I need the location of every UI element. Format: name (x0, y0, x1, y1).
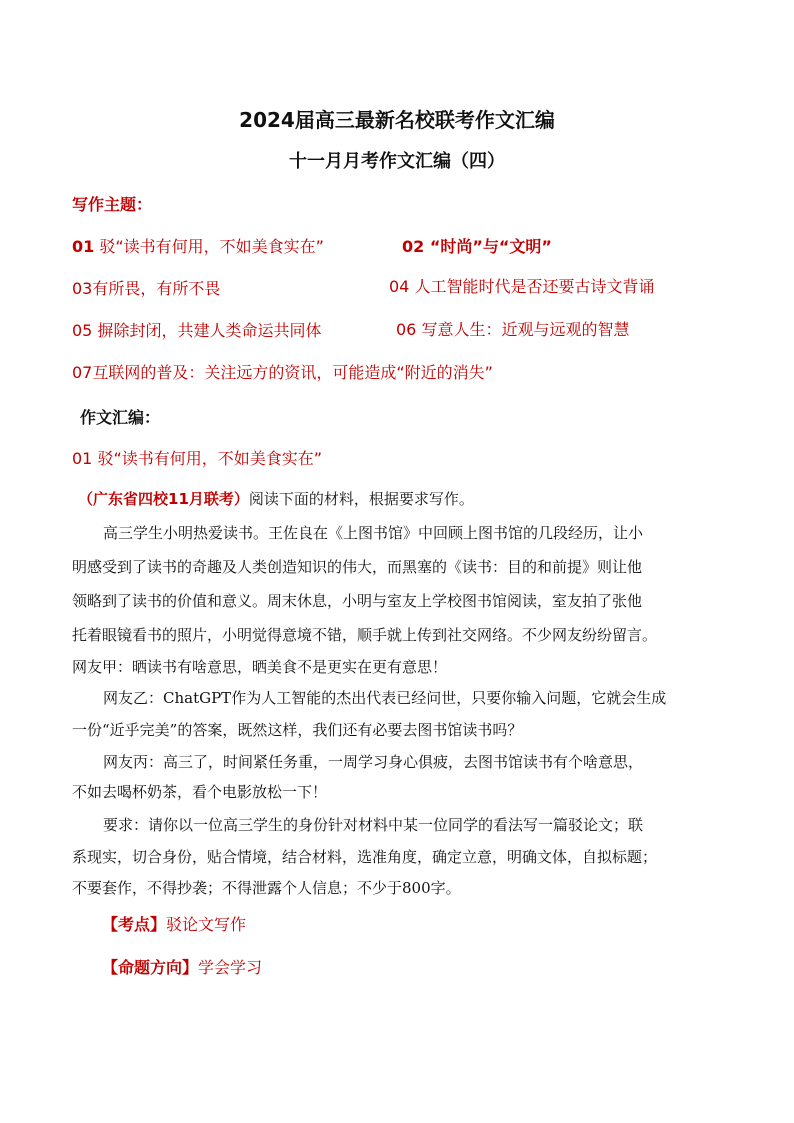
paragraph-line-2: 明感受到了读书的奇趣及人类创造知识的伟大，而黑塞的《读书：目的和前提》则让他 (72, 558, 643, 576)
topic-item-01 (72, 234, 324, 257)
paragraph-line-1: 高三学生小明热爱读书。王佐良在《上图书馆》中回顾上图书馆的几段经历，让小 (103, 524, 644, 542)
paragraph-line-10: 要求：请你以一位高三学生的身份针对材料中某一位同学的看法写一篇驳论文；联 (103, 816, 644, 834)
kaodian-line (102, 912, 246, 935)
prompt-instruction: 阅读下面的材料，根据要求写作。 (248, 490, 474, 508)
topic-number: 03 (72, 279, 93, 298)
topic-item-05 (72, 318, 321, 341)
paragraph-line-3: 领略到了读书的价值和意义。周末休息，小明与室友上学校图书馆阅读，室友拍了张他 (72, 592, 643, 610)
topic-number: 06 (396, 320, 417, 339)
topic-text: “时尚”与“文明” (429, 237, 552, 256)
topic-number: 01 (72, 237, 95, 256)
topic-number: 05 (72, 321, 93, 340)
paragraph-line-9: 不如去喝杯奶茶，看个电影放松一下！ (72, 783, 328, 801)
prompt-source-line (78, 488, 474, 509)
topic-number: 04 (389, 277, 410, 296)
topic-text: 人工智能时代是否还要古诗文背诵 (414, 277, 655, 296)
paragraph-line-6: 网友乙：ChatGPT作为人工智能的杰出代表已经问世，只要你输入问题，它就会生成 (103, 689, 667, 707)
topic-item-07 (72, 360, 493, 383)
mingti-label: 【命题方向】 (102, 958, 199, 977)
paragraph-line-7: 一份“近乎完美”的答案，既然这样，我们还有必要去图书馆读书吗？ (72, 721, 523, 739)
topic-text: 有所畏，有所不畏 (92, 279, 221, 298)
topic-text: 写意人生：近观与远观的智慧 (421, 320, 630, 339)
document-subtitle: 十一月月考作文汇编（四） (289, 151, 505, 172)
paragraph-line-5: 网友甲：晒读书有啥意思，晒美食不是更实在更有意思！ (72, 658, 448, 676)
collection-heading: 作文汇编： (80, 408, 161, 427)
topic-text: 驳“读书有何用，不如美食实在” (99, 237, 324, 256)
paragraph-line-8: 网友丙：高三了，时间紧任务重，一周学习身心俱疲，去图书馆读书有个啥意思， (103, 753, 644, 771)
topic-item-04 (389, 274, 654, 297)
mingti-value: 学会学习 (198, 958, 263, 977)
kaodian-value: 驳论文写作 (166, 915, 247, 934)
essay-title: 01 驳“读书有何用，不如美食实在” (72, 449, 323, 468)
paragraph-line-12: 不要套作，不得抄袭；不得泄露个人信息；不少于800字。 (72, 879, 461, 897)
topic-number: 02 (402, 237, 425, 256)
paragraph-line-11: 系现实，切合身份，贴合情境，结合材料，选准角度，确定立意，明确文体，自拟标题； (72, 848, 658, 866)
topic-text: 互联网的普及：关注远方的资讯，可能造成“附近的消失” (92, 363, 493, 382)
topic-item-06 (396, 317, 629, 340)
paragraph-line-4: 托着眼镜看书的照片，小明觉得意境不错，顺手就上传到社交网络。不少网友纷纷留言。 (72, 626, 658, 644)
topic-item-03 (72, 276, 220, 299)
topics-heading: 写作主题： (72, 195, 153, 214)
topic-number: 07 (72, 363, 93, 382)
topic-item-02 (402, 234, 552, 257)
prompt-source: （广东省四校11月联考） (78, 490, 249, 508)
document-title: 2024届高三最新名校联考作文汇编 (239, 108, 555, 132)
mingti-line (102, 955, 262, 978)
kaodian-label: 【考点】 (102, 915, 167, 934)
topic-text: 摒除封闭，共建人类命运共同体 (97, 321, 322, 340)
